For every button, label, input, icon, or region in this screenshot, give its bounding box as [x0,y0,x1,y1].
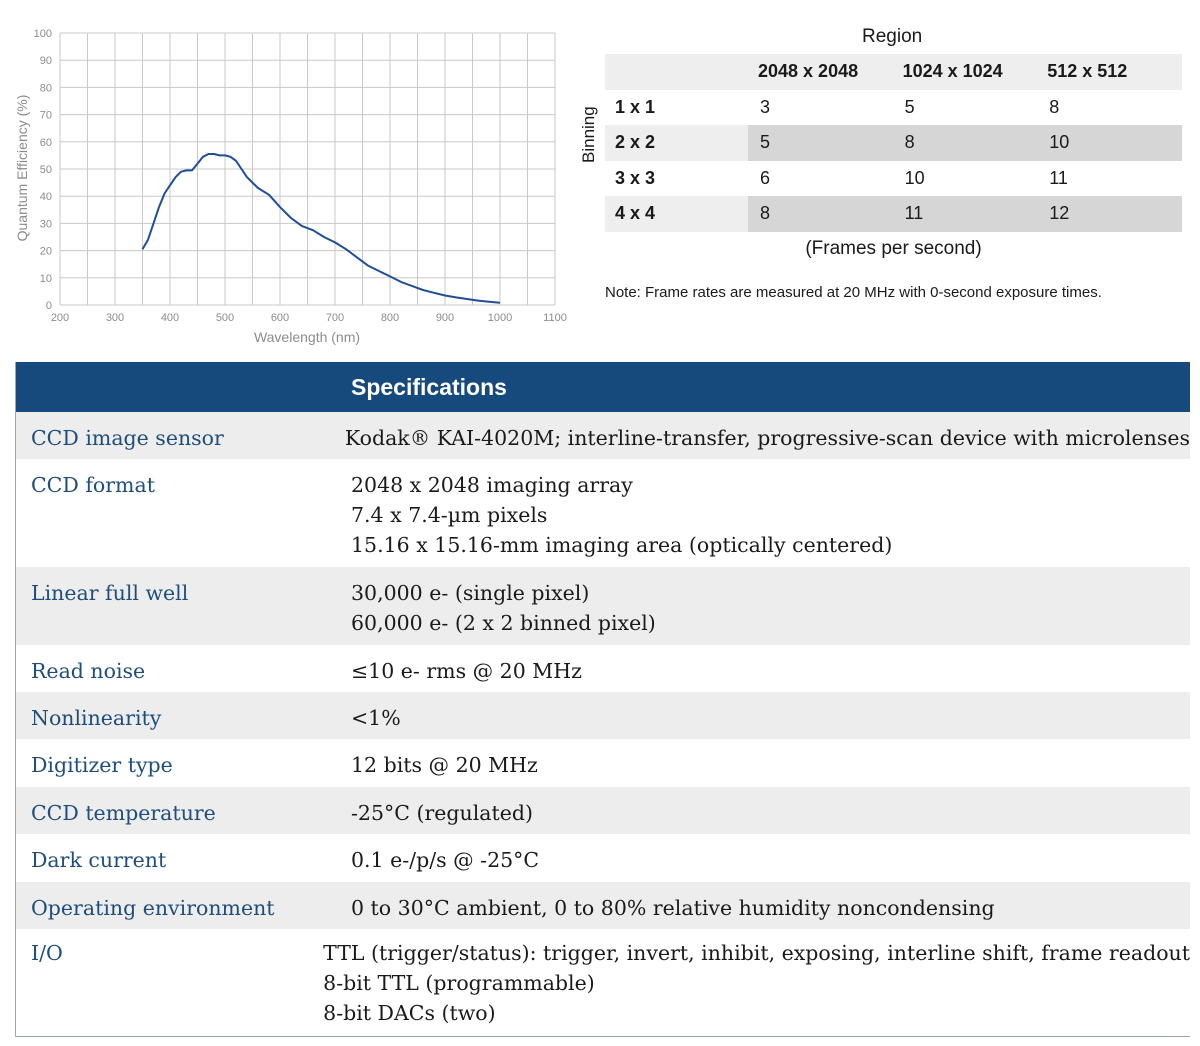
spec-value-line: 2048 x 2048 imaging array [351,473,633,497]
chart-x-tick-label: 400 [160,312,180,324]
spec-label: CCD image sensor [31,426,224,450]
chart-y-tick-label: 40 [39,191,52,204]
spec-value-line: <1% [351,706,401,730]
chart-tick-labels [34,28,567,324]
spec-value [351,845,1190,882]
fps-row [605,196,1182,232]
fps-column-header: 2048 x 2048 [758,61,859,82]
chart-x-axis-label: Wavelength (nm) [253,329,361,345]
spec-value [351,703,1190,739]
chart-y-tick-label: 90 [39,55,52,68]
spec-label: Read noise [31,659,146,683]
fps-caption: (Frames per second) [805,238,982,259]
spec-value [351,578,1190,645]
fps-value-cell: 8 [1037,97,1182,118]
fps-value-cell: 6 [748,168,893,189]
fps-value-cell: 12 [1037,196,1182,232]
spec-value-line: 12 bits @ 20 MHz [351,753,538,777]
spec-value-line: 30,000 e- (single pixel) [351,581,590,605]
chart-x-tick-label: 300 [105,312,125,324]
spec-label: Digitizer type [31,753,173,777]
fps-value-cell: 10 [1037,125,1182,161]
spec-value [351,750,1190,787]
spec-value [323,938,1190,1036]
chart-x-tick-label: 1000 [487,312,513,324]
spec-label: CCD temperature [31,801,216,825]
chart-y-tick-label: 10 [39,272,52,285]
fps-row [605,125,1182,161]
spec-value-line: Kodak® KAI-4020M; interline-transfer, progressive-scan device with microlenses [344,426,1190,450]
spec-value-line: -25°C (regulated) [351,801,533,825]
chart-x-tick-label: 200 [50,312,70,324]
chart-y-axis-label: Quantum Efficiency (%) [14,94,30,242]
frame-rate-table [605,54,1182,232]
fps-column-header: 512 x 512 [1047,61,1128,82]
chart-y-tick-label: 60 [39,136,52,149]
spec-row-digitizer-type [16,739,1190,787]
spec-row-nonlinearity [16,692,1190,739]
fps-value-cell: 8 [893,125,1038,161]
spec-row-io [16,929,1190,1036]
spec-value-line: 8-bit DACs (two) [323,1001,496,1025]
spec-value-line: 8-bit TTL (programmable) [323,971,595,995]
quantum-efficiency-chart [0,0,580,350]
spec-row-linear-full-well [16,567,1190,645]
spec-label: Linear full well [31,581,189,605]
chart-y-tick-label: 50 [39,164,52,176]
chart-x-tick-label: 500 [215,312,235,324]
specifications-table [15,362,1190,1037]
chart-x-tick-label: 900 [435,312,455,324]
spec-value-line: 0 to 30°C ambient, 0 to 80% relative humidity noncondensing [351,896,995,920]
chart-y-tick-label: 80 [39,82,52,95]
chart-y-tick-label: 0 [45,300,52,312]
spec-value-line: ≤10 e- rms @ 20 MHz [351,659,582,683]
spec-label: Nonlinearity [31,706,162,730]
spec-row-ccd-format [16,459,1190,567]
spec-label: Dark current [31,848,167,872]
fps-row [605,90,1182,126]
fps-value-cell: 11 [1037,168,1182,189]
spec-row-read-noise [16,645,1190,692]
fps-value-cell: 5 [748,125,893,161]
fps-binning-cell: 2 x 2 [615,132,656,153]
chart-x-tick-label: 700 [325,312,345,324]
fps-binning-cell: 1 x 1 [605,97,748,118]
fps-binning-cell: 3 x 3 [605,168,748,189]
spec-value [351,798,1190,834]
spec-value-line: TTL (trigger/status): trigger, invert, inhibit, exposing, interline shift, frame readout [323,941,1190,965]
chart-x-tick-label: 800 [380,312,400,324]
fps-value-cell: 10 [893,168,1038,189]
spec-label: Operating environment [31,896,275,920]
spec-row-ccd-temperature [16,787,1190,834]
fps-value-cell: 3 [748,97,893,118]
fps-binning-label: Binning [579,106,598,163]
chart-x-tick-label: 600 [270,312,290,324]
fps-value-cell: 8 [748,196,893,232]
fps-row [605,161,1182,197]
qe-series-line [143,154,501,303]
spec-value-line: 0.1 e-/p/s @ -25°C [351,848,540,872]
chart-grid [60,33,555,305]
spec-label: I/O [31,941,63,965]
spec-value-line: 15.16 x 15.16-mm imaging area (optically centered) [351,533,893,557]
specifications-title: Specifications [351,373,507,400]
fps-header-row [605,54,1182,90]
spec-row-operating-environment [16,882,1190,929]
spec-value [351,893,1190,929]
fps-region-title: Region [862,26,923,47]
chart-y-tick-label: 100 [33,28,52,40]
spec-value-line: 7.4 x 7.4-µm pixels [351,503,548,527]
spec-value [351,656,1190,692]
chart-y-tick-label: 20 [39,245,52,258]
chart-y-tick-label: 70 [39,109,52,122]
spec-label: CCD format [31,473,155,497]
spec-value [351,470,1190,567]
fps-value-cell: 5 [893,97,1038,118]
spec-value-line: 60,000 e- (2 x 2 binned pixel) [351,611,656,635]
chart-x-tick-label: 1100 [543,312,567,324]
fps-binning-cell: 4 x 4 [615,203,656,224]
spec-row-ccd-image-sensor [16,412,1190,459]
spec-value [345,423,1190,459]
spec-row-dark-current [16,834,1190,882]
specifications-header [16,362,1190,412]
fps-column-header: 1024 x 1024 [902,61,1003,82]
fps-value-cell: 11 [893,196,1038,232]
fps-note: Note: Frame rates are measured at 20 MHz with 0-second exposure times. [605,284,1102,301]
chart-y-tick-label: 30 [39,218,52,231]
